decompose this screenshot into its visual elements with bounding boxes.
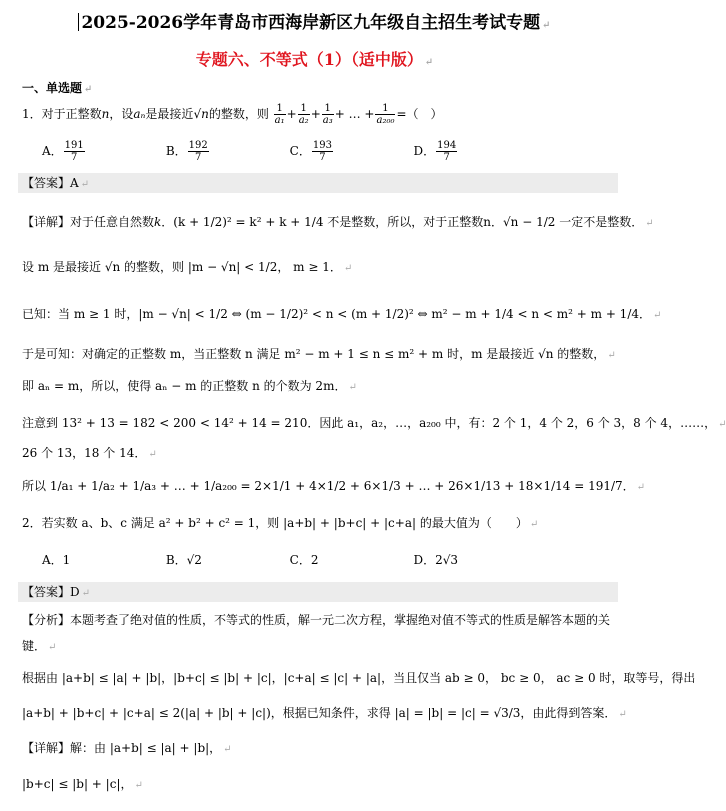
paragraph-mark-icon: ↵	[81, 588, 91, 599]
page-subtitle: 专题六、不等式（1）（适中版） ↵	[195, 50, 434, 69]
paragraph-mark-icon: ↵	[134, 780, 143, 791]
question-1-detail-line: 于是可知：对确定的正整数 m，当正整数 n 满足 m² − m + 1 ≤ n ≤ m² + m 时，m 是最接近 √n 的整数， ↵	[22, 347, 616, 361]
question-2-answer: 【答案】D ↵	[22, 585, 91, 599]
option-c[interactable]: C． $\frac{193}{7}$	[289, 140, 332, 163]
paragraph-mark-icon: ↵	[48, 642, 57, 653]
option-a[interactable]: A． $\frac{191}{7}$	[42, 140, 84, 163]
fraction: $\frac{1}{\text{a₂}}$	[298, 103, 309, 126]
paragraph-mark-icon: ↵	[718, 419, 726, 430]
paragraph-mark-icon: ↵	[645, 218, 654, 229]
section-heading: 一、单选题 ↵	[22, 81, 93, 95]
question-1-detail-line: 注意到 13² + 13 = 182 < 200 < 14² + 14 = 210．因此 a₁，a₂，…，a₂₀₀ 中，有：2 个 1，4 个 2，6 个 3，8 个 4，……， ↵	[22, 416, 726, 430]
question-1-stem: 1．对于正整数n，设aₙ是最接近√n的整数，则 $\frac{1}{\text{a₁}}$ + $\frac{1}{\text{a₂}}$ + $\frac{1}{\text{a₃}}$ + … + $\frac{1}{\text{a₂₀₀}}$ =（ ）	[22, 103, 443, 126]
paragraph-mark-icon: ↵	[618, 709, 627, 720]
option-b[interactable]: B． $\frac{192}{7}$	[165, 140, 208, 163]
question-2-stem: 2．若实数 a、b、c 满足 a² + b² + c² = 1，则 |a+b| + |b+c| + |c+a| 的最大值为（ ） ↵	[22, 516, 539, 530]
question-1-answer: 【答案】A ↵	[22, 176, 90, 190]
option-d[interactable]: D．2√3	[413, 553, 459, 567]
page-title: 2025-2026学年青岛市西海岸新区九年级自主招生考试专题 ↵	[0, 8, 629, 33]
question-1-detail-line: 即 aₙ = m，所以，使得 aₙ − m 的正整数 n 的个数为 2m． ↵	[22, 379, 357, 393]
question-2-analysis: 【分析】本题考查了绝对值的性质，不等式的性质，解一元二次方程，掌握绝对值不等式的性质是解答本题的关	[22, 613, 611, 627]
paragraph-mark-icon: ↵	[148, 449, 157, 460]
text-cursor	[78, 13, 79, 31]
question-2-analysis-line: |a+b| + |b+c| + |c+a| ≤ 2(|a| + |b| + |c|)，根据已知条件，求得 |a| = |b| = |c| = √3/3，由此得到答案． ↵	[22, 706, 627, 720]
question-1-detail-line: 设 m 是最接近 √n 的整数，则 |m − √n| < 1/2， m ≥ 1． ↵	[22, 260, 353, 274]
question-2-options	[42, 552, 621, 568]
paragraph-mark-icon: ↵	[653, 310, 662, 321]
fraction: $\frac{1}{\text{a₂₀₀}}$	[376, 103, 395, 126]
question-2-detail-line: |b+c| ≤ |b| + |c|， ↵	[22, 777, 143, 791]
paragraph-mark-icon: ↵	[80, 179, 90, 190]
question-2-analysis-line: 根据由 |a+b| ≤ |a| + |b|，|b+c| ≤ |b| + |c|，|c+a| ≤ |c| + |a|，当且仅当 ab ≥ 0， bc ≥ 0， ac ≥ 0 时，取等号，得出	[22, 671, 696, 685]
fraction: $\frac{1}{\text{a₁}}$	[274, 103, 285, 126]
question-1-detail-line: 26 个 13，18 个 14． ↵	[22, 446, 157, 460]
fraction: $\frac{1}{\text{a₃}}$	[322, 103, 333, 126]
question-1-detail: 【详解】对于任意自然数k．(k + 1/2)² = k² + k + 1/4 不是整数，所以，对于正整数n．√n − 1/2 一定不是整数． ↵	[22, 215, 654, 229]
paragraph-mark-icon: ↵	[607, 350, 616, 361]
paragraph-mark-icon: ↵	[542, 20, 551, 31]
option-b[interactable]: B．√2	[165, 553, 202, 567]
paragraph-mark-icon: ↵	[84, 84, 93, 95]
paragraph-mark-icon: ↵	[343, 263, 353, 274]
option-a[interactable]: A．1	[42, 553, 71, 567]
option-d[interactable]: D． $\frac{194}{7}$	[413, 140, 457, 163]
paragraph-mark-icon: ↵	[223, 744, 232, 755]
paragraph-mark-icon: ↵	[424, 57, 434, 68]
question-2-detail: 【详解】解：由 |a+b| ≤ |a| + |b|， ↵	[22, 741, 232, 755]
question-1-detail-line: 所以 1/a₁ + 1/a₂ + 1/a₃ + … + 1/a₂₀₀ = 2×1/1 + 4×1/2 + 6×1/3 + … + 26×1/13 + 18×1/14 = 191/7． ↵	[22, 479, 646, 493]
question-1-detail-line: 已知：当 m ≥ 1 时，|m − √n| < 1/2 ⇔ (m − 1/2)² < n < (m + 1/2)² ⇔ m² − m + 1/4 < n < m² + m + 1/4． ↵	[22, 307, 662, 321]
question-1-options	[42, 137, 621, 165]
paragraph-mark-icon: ↵	[636, 482, 646, 493]
option-c[interactable]: C．2	[289, 553, 319, 567]
paragraph-mark-icon: ↵	[348, 382, 357, 393]
paragraph-mark-icon: ↵	[529, 519, 539, 530]
question-2-analysis-line: 键． ↵	[22, 639, 57, 653]
